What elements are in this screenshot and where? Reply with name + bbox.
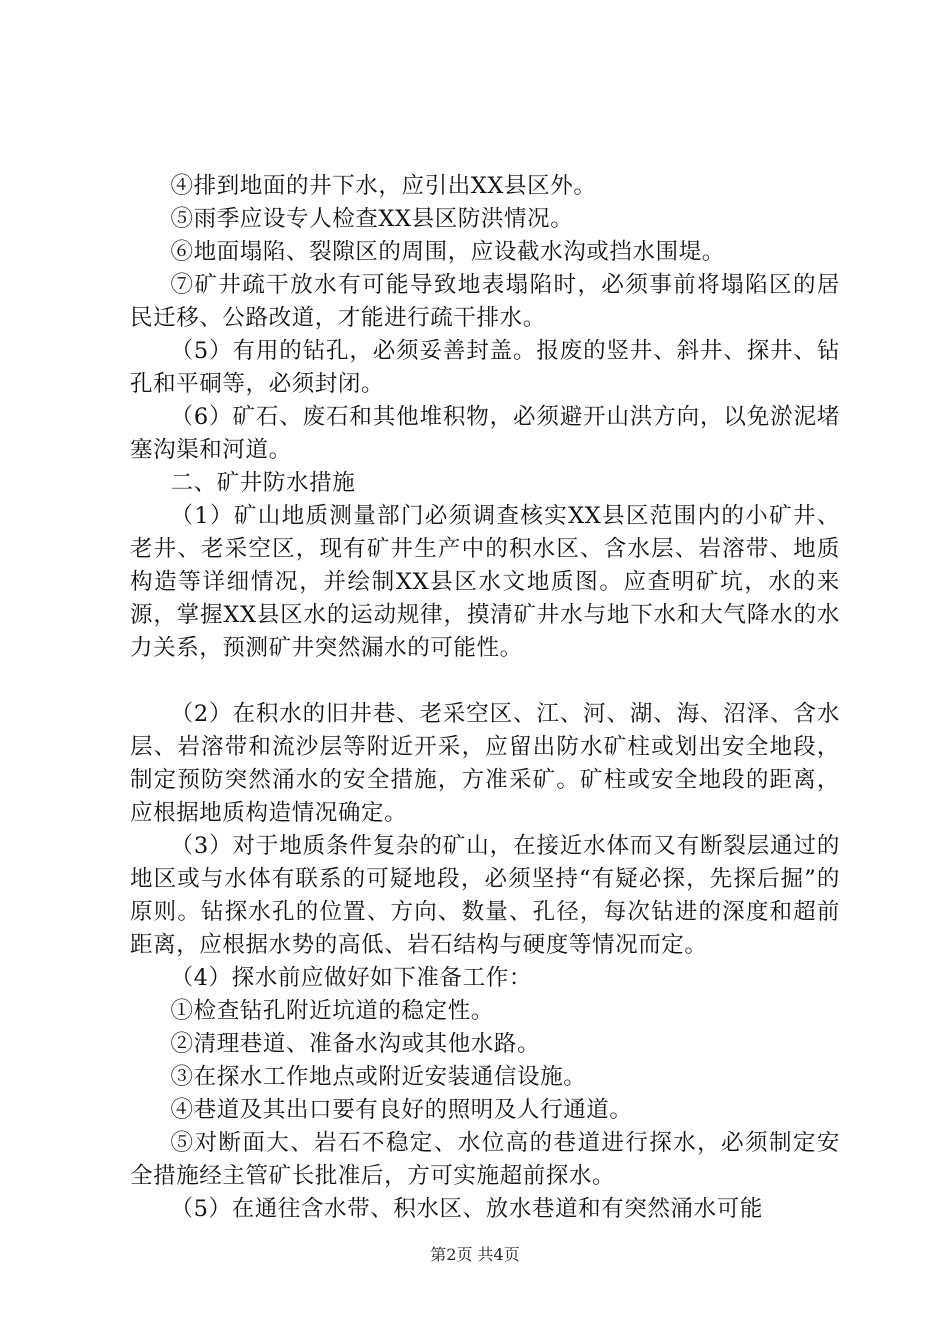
- paragraph-2: ⑤雨季应设专人检查XX县区防洪情况。: [170, 206, 574, 232]
- document-body: [130, 170, 840, 1226]
- paragraph-4: ⑦矿井疏干放水有可能导致地表塌陷时，必须事前将塌陷区的居民迁移、公路改道，才能进行疏干排水。: [130, 272, 840, 331]
- paragraph-1: ④排到地面的井下水，应引出XX县区外。: [170, 173, 597, 199]
- paragraph-gap: [130, 665, 840, 698]
- paragraph-13: ②清理巷道、准备水沟或其他水路。: [170, 1031, 541, 1057]
- paragraph-5: （5）有用的钻孔，必须妥善封盖。报废的竖井、斜井、探井、钻孔和平硐等，必须封闭。: [130, 338, 840, 397]
- paragraph-12: ①检查钻孔附近坑道的稳定性。: [170, 998, 494, 1024]
- paragraph-8: （1）矿山地质测量部门必须调查核实XX县区范围内的小矿井、老井、老采空区，现有矿井生产中的积水区、含水层、岩溶带、地质构造等详细情况，并绘制XX县区水文地质图。应查明矿坑，水的来源，掌握XX县区水的运动规律，摸清矿井水与地下水和大气降水的水力关系，预测矿井突然漏水的可能性。: [130, 503, 840, 661]
- paragraph-6: （6）矿石、废石和其他堆积物，必须避开山洪方向，以免淤泥堵塞沟渠和河道。: [130, 404, 840, 463]
- section-heading: 二、矿井防水措施: [170, 470, 356, 496]
- paragraph-14: ③在探水工作地点或附近安装通信设施。: [170, 1064, 587, 1090]
- paragraph-15: ④巷道及其出口要有良好的照明及人行通道。: [170, 1097, 633, 1123]
- paragraph-9: （2）在积水的旧井巷、老采空区、江、河、湖、海、沼泽、含水层、岩溶带和流沙层等附近开采，应留出防水矿柱或划出安全地段，制定预防突然涌水的安全措施，方准采矿。矿柱或安全地段的距离，应根据地质构造情况确定。: [130, 701, 840, 826]
- paragraph-17: （5）在通往含水带、积水区、放水巷道和有突然涌水可能: [170, 1196, 763, 1222]
- paragraph-11: （4）探水前应做好如下准备工作：: [170, 965, 532, 991]
- page-footer: 第2页 共4页: [430, 1245, 520, 1264]
- paragraph-10: （3）对于地质条件复杂的矿山，在接近水体而又有断裂层通过的地区或与水体有联系的可疑地段，必须坚持“有疑必探，先探后掘”的原则。钻探水孔的位置、方向、数量、孔径，每次钻进的深度和超前距离，应根据水势的高低、岩石结构与硬度等情况而定。: [130, 833, 840, 958]
- paragraph-3: ⑥地面塌陷、裂隙区的周围，应设截水沟或挡水围堤。: [170, 239, 725, 265]
- paragraph-16: ⑤对断面大、岩石不稳定、水位高的巷道进行探水，必须制定安全措施经主管矿长批准后，方可实施超前探水。: [130, 1130, 840, 1189]
